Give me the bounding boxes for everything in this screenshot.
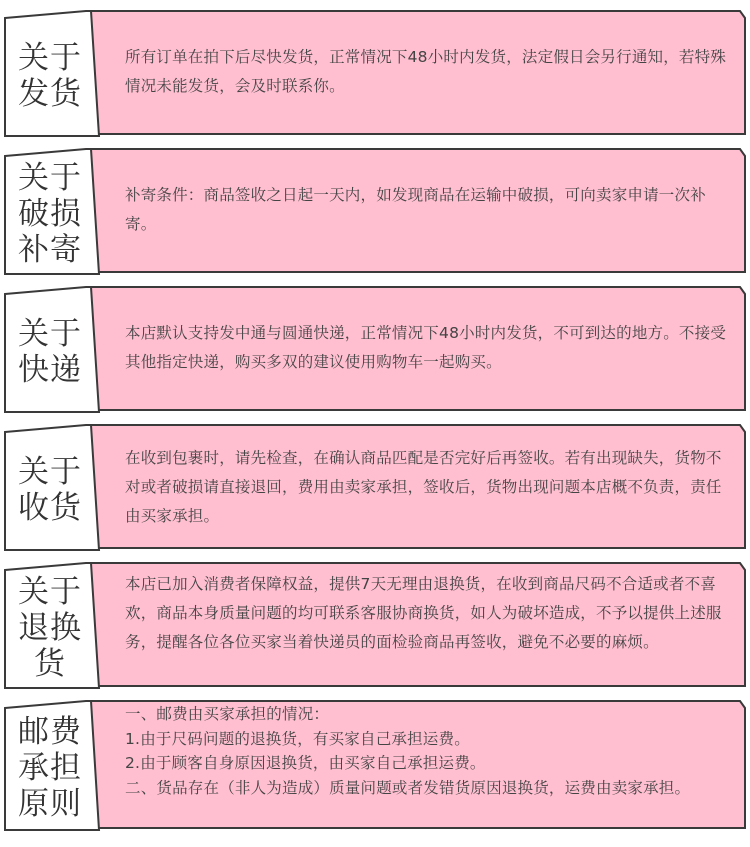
section-label (5, 568, 95, 688)
label-line: 退换 (18, 610, 82, 646)
section-text (125, 319, 731, 377)
label-line: 破损 (18, 196, 82, 232)
section-text (125, 181, 731, 239)
label-line: 承担 (18, 750, 82, 786)
label-line: 关于 (18, 40, 82, 76)
section-text (125, 444, 731, 531)
policy-section-receiving (0, 422, 750, 552)
section-label (5, 706, 95, 830)
label-line: 发货 (18, 76, 82, 112)
label-line: 原则 (18, 786, 82, 822)
label-line: 关于 (18, 316, 82, 352)
section-label (5, 154, 95, 274)
paragraph: 二、货品存在（非人为造成）质量问题或者发错货原因退换货，运费由卖家承担。 (125, 778, 691, 797)
label-line: 关于 (18, 454, 82, 490)
policy-section-shipping (0, 8, 750, 138)
section-text (125, 570, 731, 657)
paragraph: 所有订单在拍下后尽快发货，正常情况下48小时内发货，法定假日会另行通知，若特殊情况未能发货，会及时联系你。 (125, 48, 727, 95)
label-line: 补寄 (18, 232, 82, 268)
paragraph: 本店默认支持发中通与圆通快递，正常情况下48小时内发货，不可到达的地方。不接受其他指定快递，购买多双的建议使用购物车一起购买。 (125, 324, 727, 371)
label-line: 邮费 (18, 714, 82, 750)
section-label (5, 16, 95, 136)
paragraph: 2.由于顾客自身原因退换货，由买家自己承担运费。 (125, 754, 486, 772)
paragraph: 补寄条件：商品签收之日起一天内，如发现商品在运输中破损，可向卖家申请一次补寄。 (125, 186, 706, 233)
label-line: 关于 (18, 574, 82, 610)
policy-section-damage-reship (0, 146, 750, 276)
label-line: 关于 (18, 160, 82, 196)
label-line: 快递 (18, 352, 82, 388)
section-label (5, 430, 95, 550)
paragraph: 本店已加入消费者保障权益，提供7天无理由退换货，在收到商品尺码不合适或者不喜欢，商品本身质量问题的均可联系客服协商换货，如人为破坏造成，不予以提供上述服务，提醒各位各位买家当着快递员的面检验商品再签收，避免不必要的麻烦。 (125, 575, 722, 651)
section-text (125, 43, 731, 101)
policy-section-returns (0, 560, 750, 690)
paragraph: 一、邮费由买家承担的情况： (125, 705, 330, 723)
section-label (5, 292, 95, 412)
section-text (125, 702, 731, 800)
policy-section-shipping-fee (0, 698, 750, 834)
label-line: 收货 (18, 490, 82, 526)
paragraph: 1.由于尺码问题的退换货，有买家自己承担运费。 (125, 729, 470, 748)
policy-section-courier (0, 284, 750, 414)
label-line: 货 (34, 646, 66, 682)
paragraph: 在收到包裹时，请先检查，在确认商品匹配是否完好后再签收。若有出现缺失，货物不对或者破损请直接退回，费用由卖家承担，签收后，货物出现问题本店概不负责，责任由买家承担。 (125, 449, 722, 525)
